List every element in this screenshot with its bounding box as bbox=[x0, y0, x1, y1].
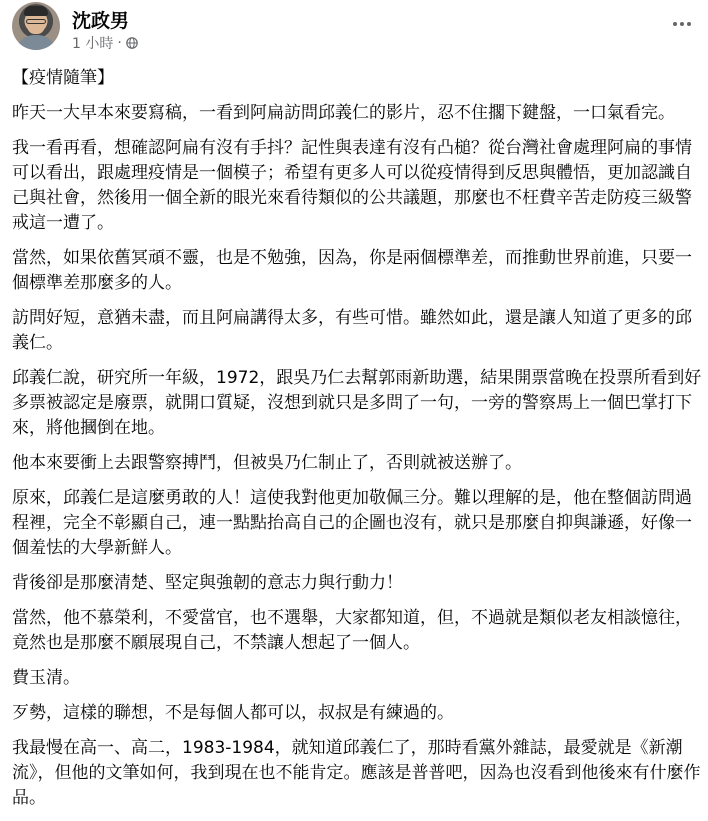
post-paragraph: 當然，如果依舊冥頑不靈，也是不勉強，因為，你是兩個標準差，而推動世界前進，只要一個標準差那麼多的人。 bbox=[12, 248, 692, 293]
post-paragraph: 原來，邱義仁是這麼勇敢的人！這使我對他更加敬佩三分。難以理解的是，他在整個訪問過程裡，完全不彰顯自己，連一點點抬高自己的企圖也沒有，就只是那麼自抑與謙遜，好像一個羞怯的大學新鮮人。 bbox=[12, 488, 692, 558]
post-paragraph: 歹勢，這樣的聯想，不是每個人都可以，叔叔是有練過的。 bbox=[12, 703, 454, 723]
avatar-glasses bbox=[26, 19, 46, 24]
post-paragraph: 邱義仁說，研究所一年級，1972，跟吳乃仁去幫郭雨新助選，結果開票當晚在投票所看到好多票被認定是廢票，就開口質疑，沒想到就只是多問了一句，一旁的警察馬上一個巴掌打下來，將他摑倒在地。 bbox=[12, 368, 702, 438]
meta-separator: · bbox=[117, 35, 122, 51]
post-paragraph: 當然，他不慕榮利，不愛當官，也不選舉，大家都知道，但，不過就是類似老友相談憶往，竟然也是那麼不願展現自己，不禁讓人想起了一個人。 bbox=[12, 608, 692, 653]
post-paragraph: 費玉清。 bbox=[12, 668, 80, 688]
avatar-hair bbox=[24, 6, 48, 16]
post-paragraph: 【疫情隨筆】 bbox=[12, 68, 114, 88]
post-header bbox=[12, 2, 702, 58]
post-time[interactable]: 1 小時 bbox=[72, 36, 114, 52]
avatar-shirt bbox=[16, 35, 56, 50]
post-paragraph: 昨天一大早本來要寫稿，一看到阿扁訪問邱義仁的影片，忍不住擱下鍵盤，一口氣看完。 bbox=[12, 103, 675, 123]
post-paragraph: 他本來要衝上去跟警察搏鬥，但被吳乃仁制止了，否則就被送辦了。 bbox=[12, 453, 522, 473]
more-options-icon[interactable] bbox=[668, 10, 696, 38]
post-paragraph: 背後卻是那麼清楚、堅定與強韌的意志力與行動力！ bbox=[12, 573, 403, 593]
author-avatar[interactable] bbox=[12, 2, 60, 50]
author-name[interactable]: 沈政男 bbox=[72, 10, 130, 32]
post-paragraph: 我一看再看，想確認阿扁有沒有手抖？記性與表達有沒有凸槌？從台灣社會處理阿扁的事情可以看出，跟處理疫情是一個模子；希望有更多人可以從疫情得到反思與體悟，更加認識自己與社會，然後用一個全新的眼光來看待類似的公共議題，那麼也不枉費辛苦走防疫三級警戒這一遭了。 bbox=[12, 138, 692, 233]
post-meta bbox=[72, 33, 138, 53]
globe-icon[interactable] bbox=[126, 37, 138, 49]
post-paragraph: 訪問好短，意猶未盡，而且阿扁講得太多，有些可惜。雖然如此，還是讓人知道了更多的邱義仁。 bbox=[12, 308, 692, 353]
post-body bbox=[12, 66, 702, 821]
post-paragraph: 我最慢在高一、高二，1983-1984，就知道邱義仁了，那時看黨外雜誌，最愛就是《新潮流》，但他的文筆如何，我到現在也不能肯定。應該是普普吧，因為也沒看到他後來有什麼作品。 bbox=[12, 738, 701, 808]
